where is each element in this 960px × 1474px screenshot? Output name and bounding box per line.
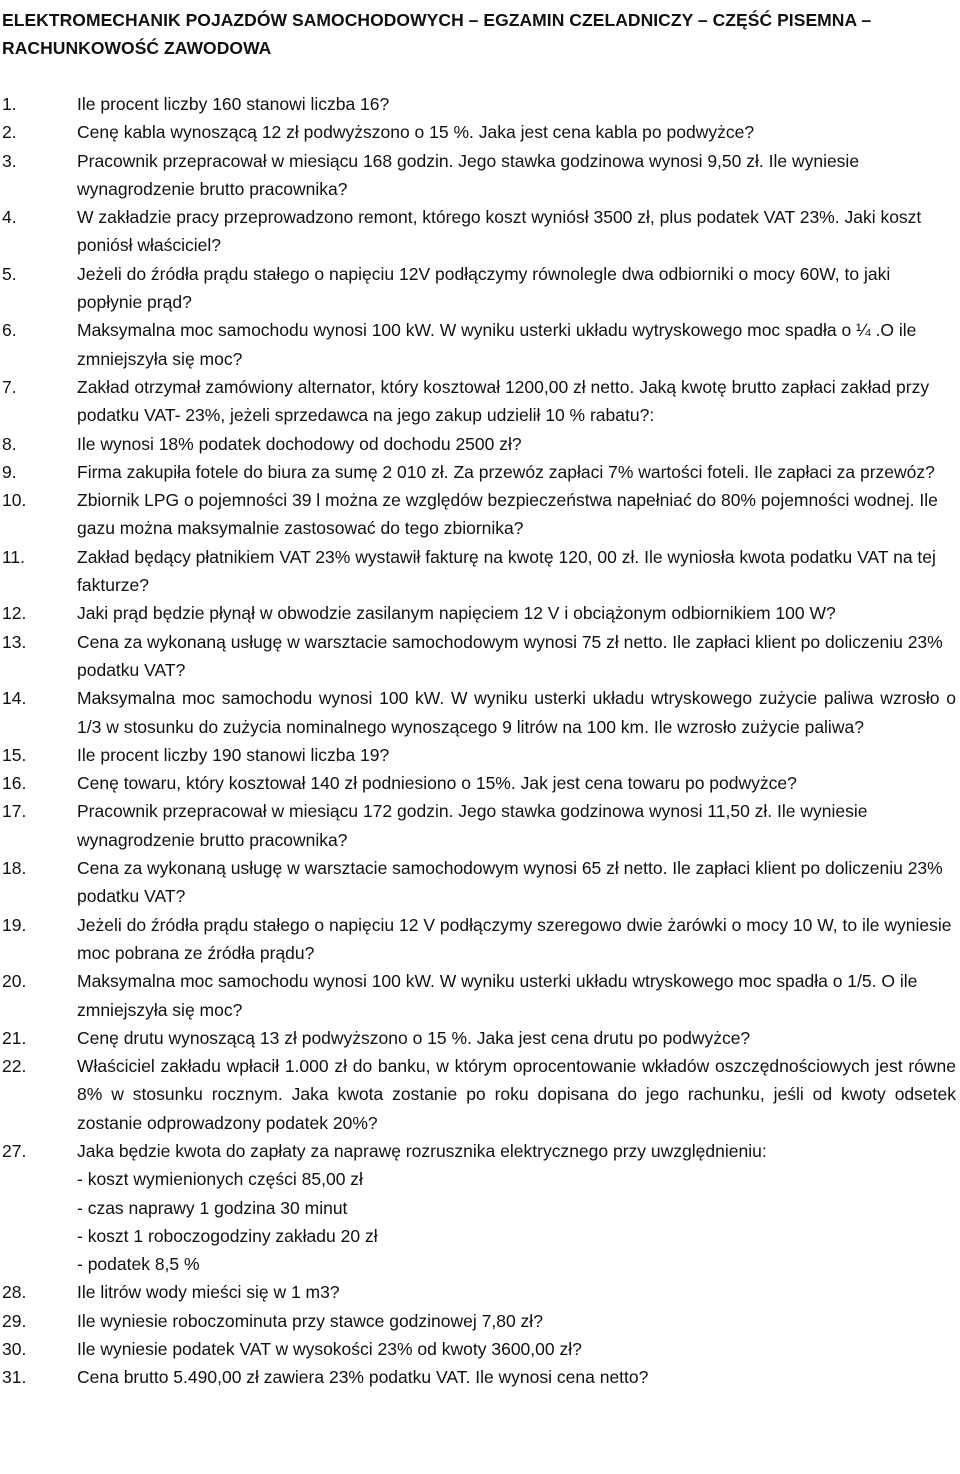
question-number: 31. xyxy=(2,1367,27,1388)
question-text: Maksymalna moc samochodu wynosi 100 kW. W wyniku usterki układu wtryskowego zużycie paliwa wzrosło o 1/3 w stosunku do zużycia nominalnego wynoszącego 9 litrów na 100 km. Ile wzrosło zużycie paliwa? xyxy=(77,688,956,737)
question-number: 27. xyxy=(2,1140,27,1161)
question-text: Pracownik przepracował w miesiącu 168 godzin. Jego stawka godzinowa wynosi 9,50 zł. Ile wyniesie wynagrodzenie brutto pracownika? xyxy=(77,150,860,199)
question-text-block xyxy=(77,684,960,741)
question-text: Ile wyniesie roboczominuta przy stawce godzinowej 7,80 zł? xyxy=(77,1310,543,1331)
question-number: 12. xyxy=(2,603,27,624)
question-text-block xyxy=(77,90,960,118)
question-text: Cenę towaru, który kosztował 140 zł podniesiono o 15%. Jak jest cena towaru po podwyżce? xyxy=(77,773,797,794)
question-text-block xyxy=(77,430,960,458)
page-title xyxy=(2,6,960,62)
question-text-block xyxy=(77,1137,960,1278)
question-text: Jaki prąd będzie płynął w obwodzie zasilanym napięciem 12 V i obciążonym odbiornikiem 100 W? xyxy=(77,603,836,624)
question-text: Ile procent liczby 190 stanowi liczba 19? xyxy=(77,744,390,765)
question-item xyxy=(0,543,960,600)
question-text-block xyxy=(77,797,960,854)
question-text: Ile wynosi 18% podatek dochodowy od dochodu 2500 zł? xyxy=(77,433,522,454)
question-number: 19. xyxy=(2,914,27,935)
question-number: 15. xyxy=(2,744,27,765)
question-text: Maksymalna moc samochodu wynosi 100 kW. W wyniku usterki układu wytryskowego moc spadła o ¼ .O ile zmniejszyła się moc? xyxy=(77,320,917,369)
question-item xyxy=(0,1278,960,1306)
question-item xyxy=(0,599,960,627)
question-text-block xyxy=(77,118,960,146)
question-item xyxy=(0,684,960,741)
question-item xyxy=(0,1137,960,1278)
question-item xyxy=(0,967,960,1024)
question-text: Ile procent liczby 160 stanowi liczba 16? xyxy=(77,94,390,114)
question-text-block xyxy=(77,1363,960,1391)
question-number: 6. xyxy=(2,320,17,341)
question-item xyxy=(0,1363,960,1391)
question-text-block xyxy=(77,599,960,627)
question-text-block xyxy=(77,1335,960,1363)
question-item xyxy=(0,316,960,373)
question-text-block xyxy=(77,260,960,317)
question-text-block xyxy=(77,854,960,911)
question-text: Jaka będzie kwota do zapłaty za naprawę rozrusznika elektrycznego przy uwzględnieniu: xyxy=(77,1140,767,1161)
question-item xyxy=(0,430,960,458)
title-line-1: ELEKTROMECHANIK POJAZDÓW SAMOCHODOWYCH – EGZAMIN CZELADNICZY – CZĘŚĆ PISEMNA – xyxy=(2,10,872,30)
question-item xyxy=(0,260,960,317)
question-number: 2. xyxy=(2,122,17,143)
question-item xyxy=(0,373,960,430)
question-number: 17. xyxy=(2,801,27,822)
question-number: 22. xyxy=(2,1056,27,1077)
question-number: 5. xyxy=(2,263,17,284)
question-text: Cena za wykonaną usługę w warsztacie samochodowym wynosi 65 zł netto. Ile zapłaci klient po doliczeniu 23% podatku VAT? xyxy=(77,858,943,907)
question-text: Cena brutto 5.490,00 zł zawiera 23% podatku VAT. Ile wynosi cena netto? xyxy=(77,1367,649,1388)
question-number: 28. xyxy=(2,1282,27,1303)
question-item xyxy=(0,1052,960,1137)
question-number: 29. xyxy=(2,1310,27,1331)
question-text-block xyxy=(77,769,960,797)
question-item xyxy=(0,797,960,854)
question-text: Jeżeli do źródła prądu stałego o napięciu 12V podłączymy równolegle dwa odbiorniki o mocy 60W, to jaki popłynie prąd? xyxy=(77,263,891,313)
question-text: Jeżeli do źródła prądu stałego o napięciu 12 V podłączymy szeregowo dwie żarówki o mocy 10 W, to ile wyniesie moc pobrana ze źródła prądu? xyxy=(77,914,952,963)
question-text: Zakład otrzymał zamówiony alternator, który kosztował 1200,00 zł netto. Jaką kwotę brutto zapłaci zakład przy podatku VAT- 23%, jeżeli sprzedawca na jego zakup udzielił 10 % rabatu?: xyxy=(77,376,930,426)
question-number: 11. xyxy=(2,546,26,567)
question-item xyxy=(0,741,960,769)
question-text-block xyxy=(77,967,960,1024)
question-text: Zakład będący płatnikiem VAT 23% wystawił fakturę na kwotę 120, 00 zł. Ile wyniosła kwota podatku VAT na tej fakturze? xyxy=(77,546,936,596)
question-text: Cenę kabla wynoszącą 12 zł podwyższono o 15 %. Jaka jest cena kabla po podwyżce? xyxy=(77,122,755,143)
question-number: 3. xyxy=(2,150,17,171)
question-text-block xyxy=(77,911,960,968)
question-item xyxy=(0,1307,960,1335)
question-text: Cena za wykonaną usługę w warsztacie samochodowym wynosi 75 zł netto. Ile zapłaci klient po doliczeniu 23% podatku VAT? xyxy=(77,631,943,680)
question-text-block xyxy=(77,741,960,769)
question-text: Maksymalna moc samochodu wynosi 100 kW. W wyniku usterki układu wtryskowego moc spadła o 1/5. O ile zmniejszyła się moc? xyxy=(77,971,918,1020)
question-number: 4. xyxy=(2,207,17,228)
question-item xyxy=(0,628,960,685)
question-text: Cenę drutu wynoszącą 13 zł podwyższono o 15 %. Jaka jest cena drutu po podwyżce? xyxy=(77,1027,751,1048)
question-item xyxy=(0,203,960,260)
question-item xyxy=(0,458,960,486)
question-text-block xyxy=(77,1307,960,1335)
question-number: 20. xyxy=(2,971,27,992)
question-text-block xyxy=(77,486,960,543)
question-number: 1. xyxy=(2,94,17,114)
question-subitem: - czas naprawy 1 godzina 30 minut xyxy=(77,1197,348,1218)
question-number: 9. xyxy=(2,461,17,482)
question-text-block xyxy=(77,147,960,204)
question-text-block xyxy=(77,543,960,600)
question-number: 16. xyxy=(2,773,27,794)
question-number: 8. xyxy=(2,433,17,454)
question-text-block xyxy=(77,373,960,430)
question-number: 14. xyxy=(2,688,27,709)
question-list xyxy=(0,90,960,1392)
question-subitem: - podatek 8,5 % xyxy=(77,1254,200,1275)
question-text: Pracownik przepracował w miesiącu 172 godzin. Jego stawka godzinowa wynosi 11,50 zł. Ile wyniesie wynagrodzenie brutto pracownika? xyxy=(77,801,868,850)
question-item xyxy=(0,854,960,911)
question-number: 18. xyxy=(2,858,27,879)
question-item xyxy=(0,147,960,204)
question-number: 7. xyxy=(2,376,17,397)
question-text-block xyxy=(77,203,960,260)
question-text-block xyxy=(77,628,960,685)
question-text: Ile wyniesie podatek VAT w wysokości 23% od kwoty 3600,00 zł? xyxy=(77,1339,582,1360)
question-item xyxy=(0,911,960,968)
question-item xyxy=(0,118,960,146)
question-text: W zakładzie pracy przeprowadzono remont, którego koszt wyniósł 3500 zł, plus podatek VAT 23%. Jaki koszt poniósł właściciel? xyxy=(77,207,922,256)
question-text-block xyxy=(77,1278,960,1306)
question-text-block xyxy=(77,1024,960,1052)
question-item xyxy=(0,1335,960,1363)
question-text: Firma zakupiła fotele do biura za sumę 2 010 zł. Za przewóz zapłaci 7% wartości foteli. Ile zapłaci za przewóz? xyxy=(77,461,935,482)
question-text: Zbiornik LPG o pojemności 39 l można ze względów bezpieczeństwa napełniać do 80% pojemności wodnej. Ile gazu można maksymalnie zastosować do tego zbiornika? xyxy=(77,490,938,539)
question-number: 13. xyxy=(2,631,27,652)
question-number: 30. xyxy=(2,1339,27,1360)
question-number: 10. xyxy=(2,490,27,511)
question-item xyxy=(0,486,960,543)
question-number: 21. xyxy=(2,1027,27,1048)
question-text: Ile litrów wody mieści się w 1 m3? xyxy=(77,1282,340,1303)
question-item xyxy=(0,90,960,118)
question-text-block xyxy=(77,458,960,486)
title-line-2: RACHUNKOWOŚĆ ZAWODOWA xyxy=(2,38,272,58)
question-text: Właściciel zakładu wpłacił 1.000 zł do banku, w którym oprocentowanie wkładów oszczędnościowych jest równe 8% w stosunku rocznym. Jaka kwota zostanie po roku dopisana do jego rachunku, jeśli od kwoty odsetek zostanie odprowadzony podatek 20%? xyxy=(77,1056,956,1133)
question-subitem: - koszt wymienionych części 85,00 zł xyxy=(77,1169,363,1190)
question-subitem: - koszt 1 roboczogodziny zakładu 20 zł xyxy=(77,1225,378,1246)
question-item xyxy=(0,769,960,797)
question-item xyxy=(0,1024,960,1052)
question-text-block xyxy=(77,316,960,373)
question-text-block xyxy=(77,1052,960,1137)
